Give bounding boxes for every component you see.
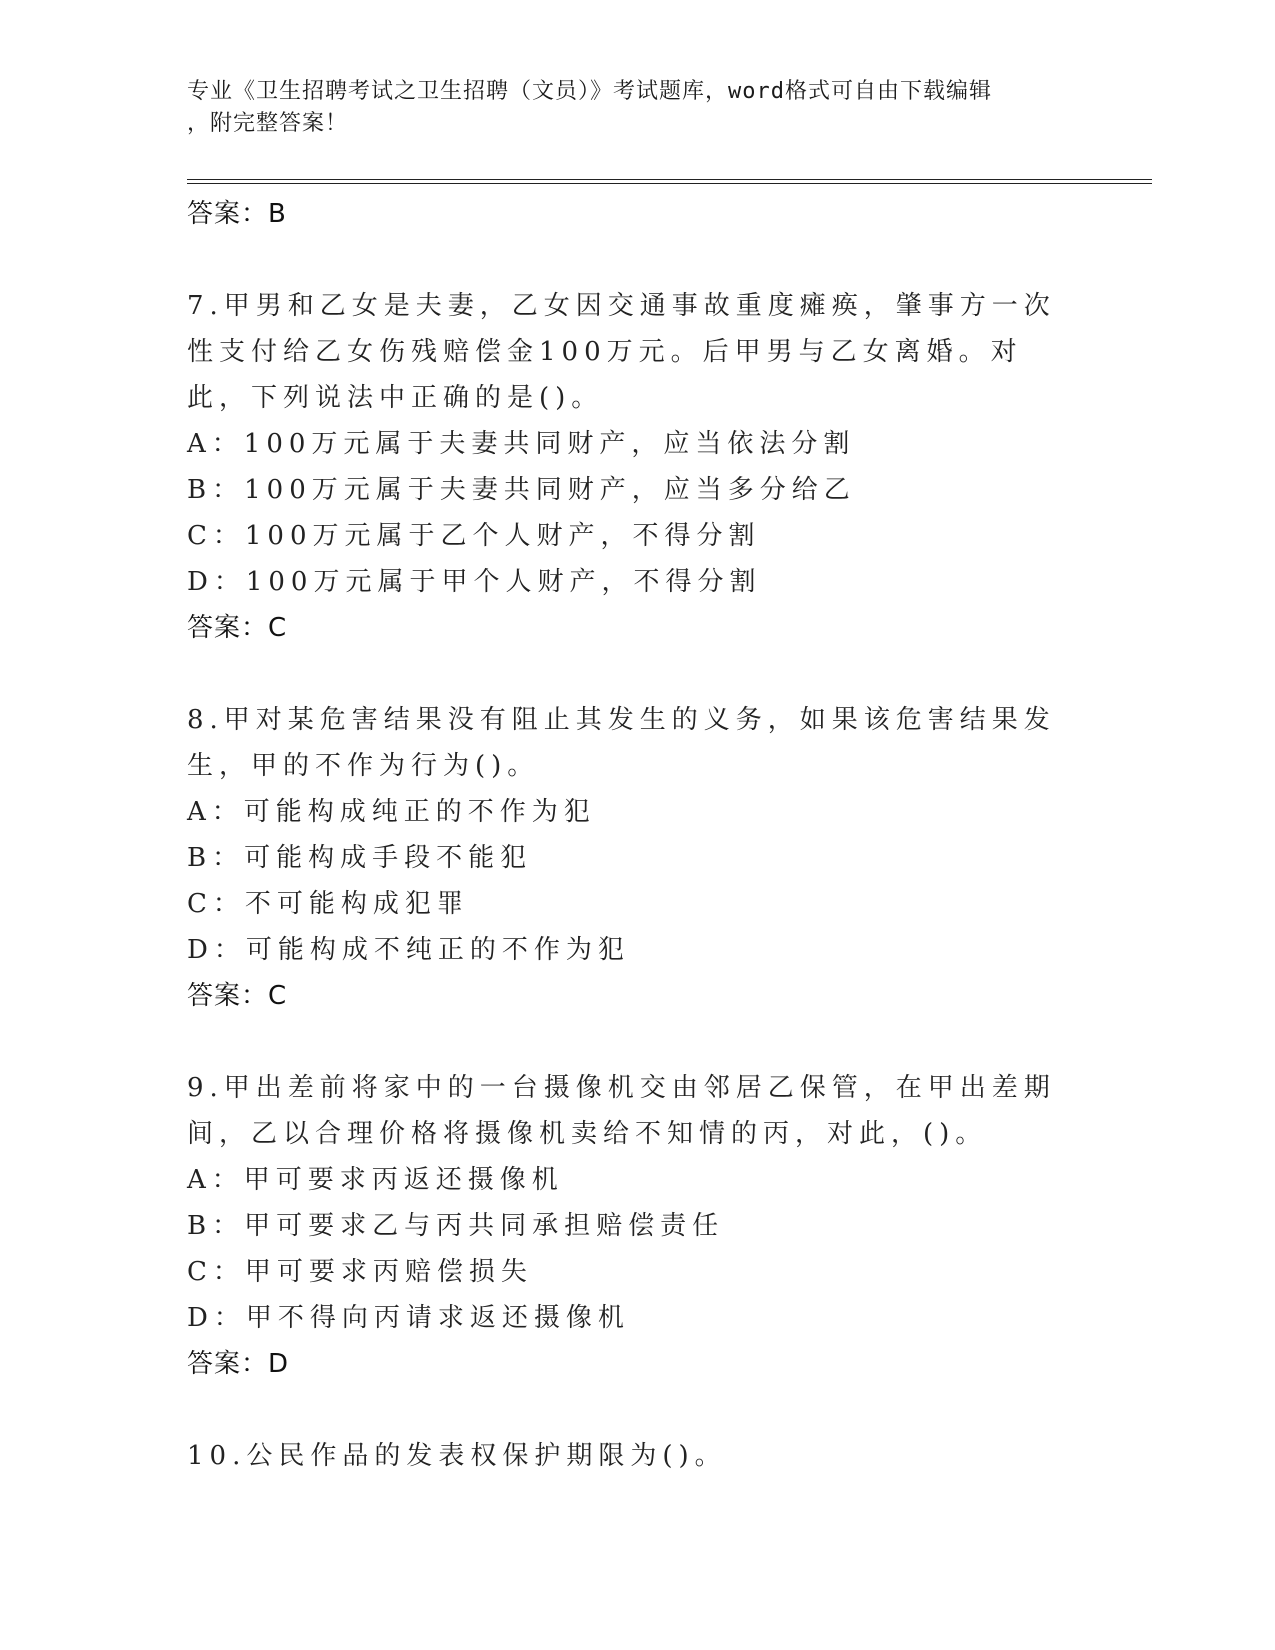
option-c: C：100万元属于乙个人财产，不得分割	[187, 521, 761, 551]
answer-line: 答案：C	[187, 613, 288, 643]
option-b: B：100万元属于夫妻共同财产，应当多分给乙	[187, 475, 856, 505]
answer-line: 答案：C	[187, 981, 288, 1011]
option-b: B：甲可要求乙与丙共同承担赔偿责任	[187, 1211, 725, 1241]
option-c: C：不可能构成犯罪	[187, 889, 469, 919]
option-d: D：甲不得向丙请求返还摄像机	[187, 1303, 630, 1333]
question-list	[187, 191, 1067, 1479]
page-header	[187, 76, 1067, 140]
answer-line: 答案：B	[187, 199, 287, 229]
answer-line: 答案：D	[187, 1349, 290, 1379]
option-a: A：100万元属于夫妻共同财产，应当依法分割	[187, 429, 856, 459]
spacer	[187, 237, 1067, 283]
question-text: 7.甲男和乙女是夫妻，乙女因交通事故重度瘫痪，肇事方一次性支付给乙女伤残赔偿金100万元。后甲男与乙女离婚。对此，下列说法中正确的是()。	[187, 291, 1056, 413]
spacer	[187, 651, 1067, 697]
header-line-2: ，附完整答案！	[187, 111, 349, 136]
header-divider	[187, 179, 1152, 184]
question-block	[187, 1433, 1067, 1479]
question-block	[187, 697, 1067, 1019]
spacer	[187, 1387, 1067, 1433]
question-block	[187, 283, 1067, 651]
option-a: A：甲可要求丙返还摄像机	[187, 1165, 564, 1195]
option-b: B：可能构成手段不能犯	[187, 843, 533, 873]
header-line-1: 专业《卫生招聘考试之卫生招聘（文员）》考试题库，word格式可自由下载编辑	[187, 79, 992, 104]
option-c: C：甲可要求丙赔偿损失	[187, 1257, 533, 1287]
question-text: 10.公民作品的发表权保护期限为()。	[187, 1441, 727, 1471]
spacer	[187, 1019, 1067, 1065]
option-d: D：可能构成不纯正的不作为犯	[187, 935, 630, 965]
question-block	[187, 1065, 1067, 1387]
question-text: 9.甲出差前将家中的一台摄像机交由邻居乙保管，在甲出差期间，乙以合理价格将摄像机卖给不知情的丙，对此，()。	[187, 1073, 1056, 1149]
option-d: D：100万元属于甲个人财产，不得分割	[187, 567, 762, 597]
option-a: A：可能构成纯正的不作为犯	[187, 797, 596, 827]
question-text: 8.甲对某危害结果没有阻止其发生的义务，如果该危害结果发生，甲的不作为行为()。	[187, 705, 1056, 781]
